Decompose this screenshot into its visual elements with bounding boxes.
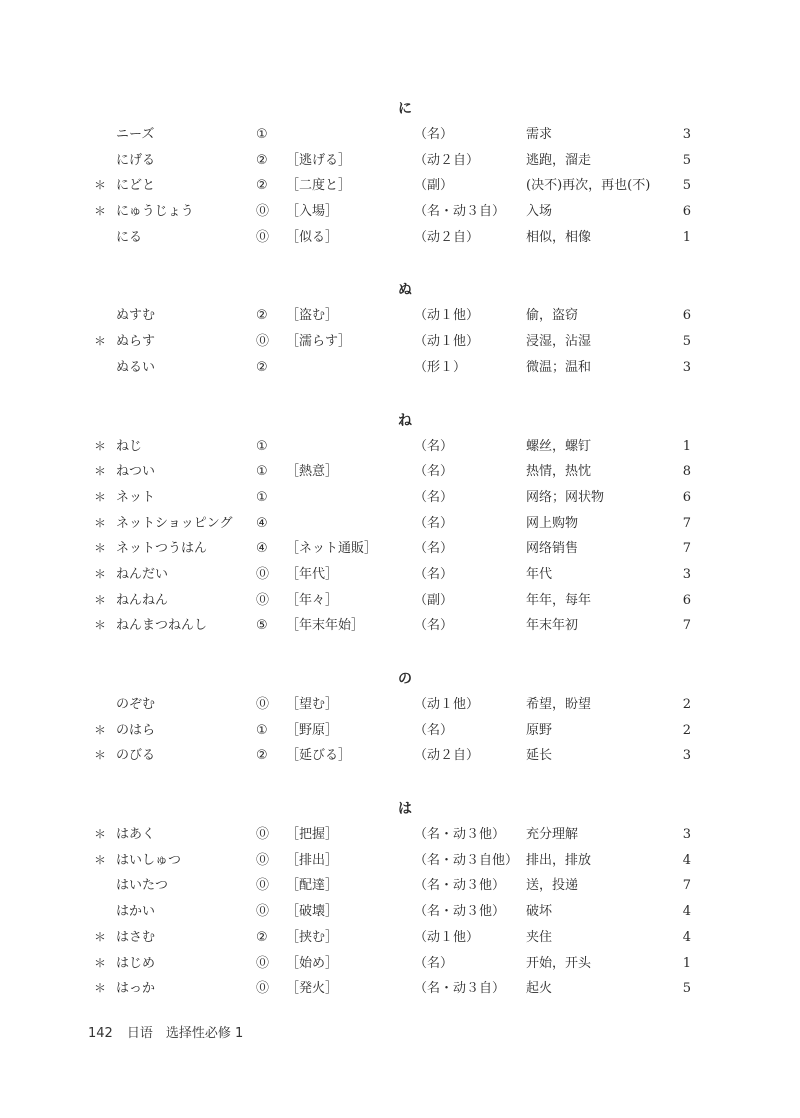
part-of-speech: （名） [414,618,454,634]
entry-meaning: 夹住 [526,929,553,945]
new-word-mark: ＊ [94,489,107,504]
entry-kanji: ［望む］ [286,697,339,712]
entry-reading: ねんだい [116,566,169,582]
entry-reading: にどと [116,178,156,194]
vocab-entry [0,613,800,639]
section-heading: ね [398,412,412,429]
vocab-section [0,408,800,640]
vocab-entry [0,562,800,588]
entry-meaning: 需求 [526,127,553,142]
section-heading: に [398,101,412,117]
accent-mark: ② [256,359,268,375]
lesson-number: 6 [682,308,691,324]
section-spacer [0,250,800,277]
entry-meaning: 充分理解 [526,827,579,843]
part-of-speech: （名） [414,515,454,531]
accent-mark: ② [256,929,268,945]
vocab-entry [0,199,800,225]
lesson-number: 7 [682,515,691,531]
accent-mark: ⓪ [256,697,270,712]
vocab-entry [0,122,800,148]
accent-mark: ② [256,152,268,168]
lesson-number: 3 [682,566,691,582]
accent-mark: ⓪ [256,229,270,245]
section-heading: は [398,801,412,818]
part-of-speech: （副） [414,178,454,194]
vocab-entry [0,355,800,381]
vocab-entry [0,588,800,614]
vocab-entry [0,434,800,460]
section-spacer [0,769,800,796]
vocabulary-list [0,96,800,1002]
entry-reading: はじめ [116,955,156,971]
lesson-number: 8 [682,464,691,480]
entry-reading: ねじ [116,438,143,454]
entry-reading: ネットつうはん [116,541,208,557]
vocab-section [0,96,800,250]
accent-mark: ④ [256,515,268,531]
entry-kanji: ［濡らす］ [286,334,352,350]
entry-meaning: 年年，每年 [526,592,592,608]
part-of-speech: （名） [414,464,454,480]
new-word-mark: ＊ [94,827,107,842]
accent-mark: ② [256,178,268,194]
entry-meaning: (决不)再次，再也(不) [526,178,651,194]
entry-reading: ぬすむ [116,308,156,324]
accent-mark: ① [256,464,268,480]
new-word-mark: ＊ [94,334,107,349]
entry-meaning: 入场 [526,204,553,220]
page-number: 142 [88,1026,113,1041]
entry-meaning: 起火 [526,981,553,997]
accent-mark: ⓪ [256,904,270,920]
lesson-number: 5 [682,152,691,168]
entry-kanji: ［発火］ [286,981,339,997]
part-of-speech: （副） [414,592,454,608]
entry-meaning: 偷，盗窃 [526,308,579,324]
part-of-speech: （名） [414,489,454,505]
vocab-section [0,277,800,380]
entry-meaning: 排出，排放 [526,852,592,868]
vocab-entry [0,148,800,174]
accent-mark: ① [256,722,268,738]
book-title: 日语 选择性必修 1 [126,1026,244,1041]
new-word-mark: ＊ [94,566,107,581]
lesson-number: 3 [682,827,691,843]
new-word-mark: ＊ [94,929,107,944]
part-of-speech: （名） [414,127,454,142]
lesson-number: 1 [682,955,691,971]
lesson-number: 4 [682,929,691,945]
part-of-speech: （名・动３自） [414,204,506,220]
vocab-entry [0,822,800,848]
entry-meaning: 微温；温和 [526,359,592,375]
accent-mark: ⓪ [256,981,270,997]
accent-mark: ⓪ [256,566,270,582]
lesson-number: 5 [682,178,691,194]
entry-reading: のはら [116,722,156,738]
new-word-mark: ＊ [94,981,107,996]
entry-meaning: 螺丝，螺钉 [526,438,592,454]
entry-reading: にゅうじょう [116,204,194,220]
new-word-mark: ＊ [94,515,107,530]
accent-mark: ④ [256,541,268,557]
part-of-speech: （名・动３自他） [414,852,519,868]
lesson-number: 7 [682,878,691,894]
entry-kanji: ［ネット通販］ [286,541,378,557]
part-of-speech: （动２自） [414,229,480,245]
lesson-number: 6 [682,204,691,220]
vocab-entry [0,692,800,718]
entry-kanji: ［把握］ [286,827,339,843]
vocab-entry [0,173,800,199]
accent-mark: ⓪ [256,852,270,868]
entry-meaning: 网上购物 [526,515,579,531]
new-word-mark: ＊ [94,852,107,867]
entry-reading: ネット [116,489,156,505]
entry-kanji: ［年末年始］ [286,618,365,634]
vocab-entry [0,899,800,925]
new-word-mark: ＊ [94,748,107,763]
part-of-speech: （名・动３他） [414,827,506,843]
vocab-entry [0,329,800,355]
part-of-speech: （动１他） [414,334,480,350]
entry-reading: ぬるい [116,359,156,375]
vocab-entry [0,743,800,769]
new-word-mark: ＊ [94,722,107,737]
lesson-number: 7 [682,618,691,634]
section-spacer [0,639,800,666]
accent-mark: ⓪ [256,827,270,843]
vocab-entry [0,536,800,562]
entry-meaning: 延长 [526,748,553,764]
entry-meaning: 相似，相像 [526,229,592,245]
vocab-entry [0,848,800,874]
entry-meaning: 希望，盼望 [526,697,592,712]
entry-kanji: ［二度と］ [286,178,352,194]
entry-reading: はあく [116,827,156,843]
accent-mark: ⓪ [256,955,270,971]
entry-reading: にげる [116,152,156,168]
accent-mark: ② [256,308,268,324]
section-heading: の [398,671,412,687]
part-of-speech: （动２自） [414,152,480,168]
accent-mark: ⑤ [256,618,268,634]
entry-reading: はさむ [116,929,156,945]
part-of-speech: （动１他） [414,697,480,712]
accent-mark: ① [256,489,268,505]
lesson-number: 3 [682,748,691,764]
new-word-mark: ＊ [94,204,107,219]
lesson-number: 6 [682,489,691,505]
lesson-number: 2 [682,722,691,738]
accent-mark: ② [256,748,268,764]
entry-reading: ニーズ [116,127,155,142]
entry-meaning: 年末年初 [526,618,579,634]
entry-kanji: ［挟む］ [286,929,339,945]
vocab-section [0,796,800,1002]
new-word-mark: ＊ [94,618,107,633]
vocab-entry [0,485,800,511]
entry-kanji: ［始め］ [286,955,339,971]
entry-kanji: ［延びる］ [286,748,352,764]
entry-reading: ねんねん [116,592,169,608]
lesson-number: 5 [682,981,691,997]
vocab-entry [0,459,800,485]
entry-kanji: ［盗む］ [286,308,339,324]
vocab-entry [0,951,800,977]
section-spacer [0,381,800,408]
entry-kanji: ［排出］ [286,852,339,868]
accent-mark: ⓪ [256,204,270,220]
entry-kanji: ［似る］ [286,229,339,245]
entry-meaning: 开始，开头 [526,955,592,971]
entry-reading: ねつい [116,464,156,480]
entry-reading: はかい [116,904,156,920]
vocab-entry [0,925,800,951]
entry-meaning: 逃跑，溜走 [526,152,592,168]
lesson-number: 7 [682,541,691,557]
vocab-entry [0,976,800,1002]
new-word-mark: ＊ [94,955,107,970]
accent-mark: ① [256,127,268,142]
entry-reading: ねんまつねんし [116,618,208,634]
new-word-mark: ＊ [94,541,107,556]
vocab-section [0,666,800,769]
part-of-speech: （名・动３自） [414,981,506,997]
vocab-entry [0,873,800,899]
lesson-number: 4 [682,852,691,868]
lesson-number: 2 [682,697,691,712]
entry-reading: のびる [116,748,156,764]
part-of-speech: （名） [414,955,454,971]
entry-meaning: 破坏 [526,904,553,920]
entry-meaning: 年代 [526,566,553,582]
entry-kanji: ［配達］ [286,878,339,894]
lesson-number: 5 [682,334,691,350]
accent-mark: ⓪ [256,334,270,350]
vocab-entry [0,511,800,537]
entry-reading: のぞむ [116,697,156,712]
part-of-speech: （名） [414,566,454,582]
part-of-speech: （名） [414,438,454,454]
page-footer [88,1022,243,1041]
entry-meaning: 浸湿，沾湿 [526,334,592,350]
lesson-number: 6 [682,592,691,608]
part-of-speech: （名・动３他） [414,904,506,920]
part-of-speech: （名） [414,722,454,738]
entry-reading: はっか [116,981,156,997]
part-of-speech: （形１） [414,359,467,375]
entry-kanji: ［野原］ [286,722,339,738]
new-word-mark: ＊ [94,178,107,193]
accent-mark: ⓪ [256,878,270,894]
entry-kanji: ［破壊］ [286,904,339,920]
lesson-number: 1 [682,438,691,454]
lesson-number: 4 [682,904,691,920]
new-word-mark: ＊ [94,464,107,479]
entry-kanji: ［年代］ [286,566,339,582]
part-of-speech: （动２自） [414,748,480,764]
part-of-speech: （动１他） [414,929,480,945]
part-of-speech: （名） [414,541,454,557]
new-word-mark: ＊ [94,438,107,453]
section-heading: ぬ [398,282,412,299]
new-word-mark: ＊ [94,592,107,607]
vocab-entry [0,303,800,329]
entry-reading: ぬらす [116,334,156,350]
part-of-speech: （名・动３他） [414,878,506,894]
lesson-number: 3 [682,359,691,375]
entry-meaning: 热情，热忱 [526,464,592,480]
entry-meaning: 网络；网状物 [526,489,605,505]
entry-meaning: 网络销售 [526,541,579,557]
entry-meaning: 原野 [526,722,553,738]
entry-meaning: 送，投递 [526,878,579,894]
entry-kanji: ［入場］ [286,204,339,220]
accent-mark: ⓪ [256,592,270,608]
entry-reading: ネットショッピング [116,515,233,531]
entry-kanji: ［年々］ [286,592,339,608]
entry-kanji: ［熱意］ [286,464,339,480]
entry-reading: はいしゅつ [116,852,182,868]
vocab-entry [0,225,800,251]
entry-kanji: ［逃げる］ [286,152,352,168]
lesson-number: 1 [682,229,691,245]
entry-reading: はいたつ [116,878,169,894]
vocab-entry [0,718,800,744]
lesson-number: 3 [682,127,691,142]
entry-reading: にる [116,229,143,245]
part-of-speech: （动１他） [414,308,480,324]
accent-mark: ① [256,438,268,454]
